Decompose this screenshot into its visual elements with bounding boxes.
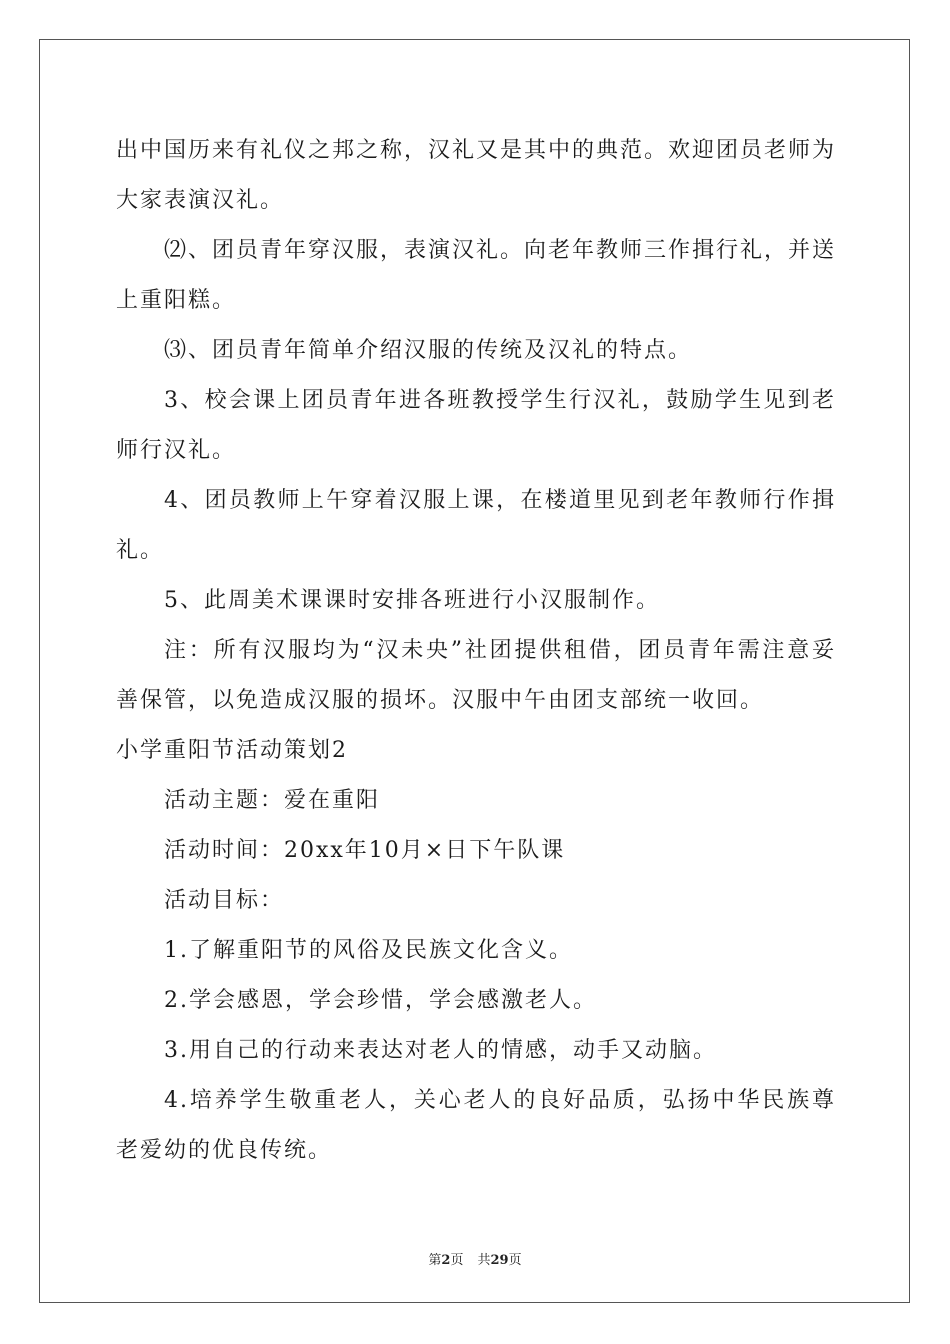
page-prefix: 第 <box>428 1253 442 1268</box>
paragraph: 1.了解重阳节的风俗及民族文化含义。 <box>164 938 573 963</box>
total-suffix: 页 <box>508 1253 522 1268</box>
paragraph: 活动主题：爱在重阳 <box>164 788 381 813</box>
page-footer <box>0 1249 950 1268</box>
paragraph: 活动目标： <box>164 888 285 913</box>
paragraph: 注：所有汉服均为“汉未央”社团提供租借，团员青年需注意妥善保管，以免造成汉服的损坏。汉服中午由团支部统一收回。 <box>116 638 836 713</box>
paragraph: 5、此周美术课课时安排各班进行小汉服制作。 <box>164 588 660 613</box>
paragraph: 小学重阳节活动策划2 <box>116 738 348 763</box>
total-page-number: 29 <box>490 1253 509 1268</box>
paragraph: 4.培养学生敬重老人，关心老人的良好品质，弘扬中华民族尊老爱幼的优良传统。 <box>116 1088 836 1163</box>
total-prefix: 共 <box>477 1253 491 1268</box>
paragraph: ⑵、团员青年穿汉服，表演汉礼。向老年教师三作揖行礼，并送上重阳糕。 <box>116 238 837 313</box>
paragraph: 3.用自己的行动来表达对老人的情感，动手又动脑。 <box>164 1038 717 1063</box>
paragraph: 出中国历来有礼仪之邦之称，汉礼又是其中的典范。欢迎团员老师为大家表演汉礼。 <box>116 138 837 213</box>
document-body <box>116 126 836 1176</box>
paragraph: 3、校会课上团员青年进各班教授学生行汉礼，鼓励学生见到老师行汉礼。 <box>116 388 836 463</box>
page-suffix: 页 <box>450 1253 464 1268</box>
paragraph: ⑶、团员青年简单介绍汉服的传统及汉礼的特点。 <box>164 338 693 363</box>
paragraph: 4、团员教师上午穿着汉服上课，在楼道里见到老年教师行作揖礼。 <box>116 488 836 563</box>
current-page-number: 2 <box>441 1253 451 1268</box>
paragraph: 2.学会感恩，学会珍惜，学会感激老人。 <box>164 988 597 1013</box>
paragraph: 活动时间：20xx年10月×日下午队课 <box>164 838 566 863</box>
